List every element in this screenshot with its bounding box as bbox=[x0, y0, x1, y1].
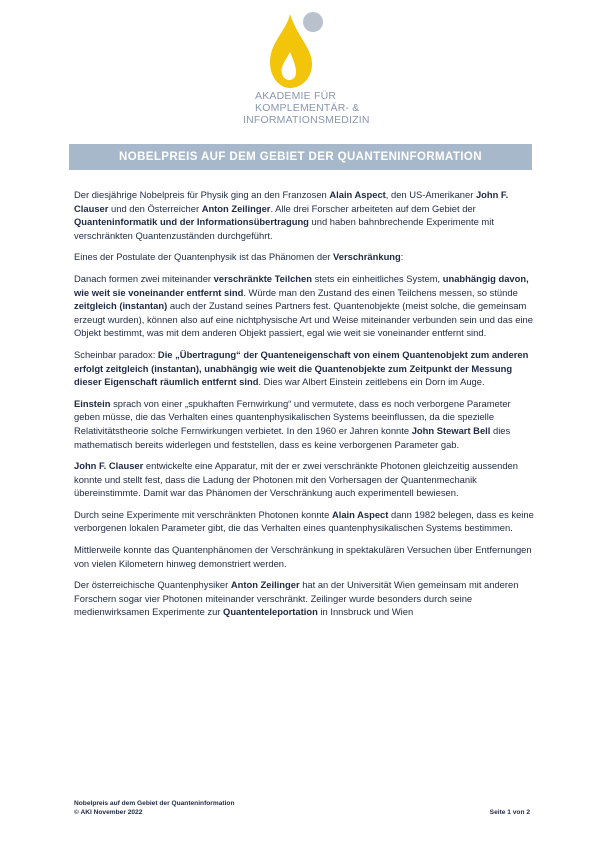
text-run: hat an der Universität Wien gemeinsam mit anderen Forschern sogar vier Photonen miteinander verschränkt. Zeilinger wurde besonders durch seine medienwirksamen Experimente zur bbox=[74, 579, 519, 618]
document-title: NOBELPREIS AUF DEM GEBIET DER QUANTENINFORMATION bbox=[69, 144, 532, 170]
bold-run: John F. Clauser bbox=[74, 189, 509, 214]
text-run: Eines der Postulate der Quantenphysik ist das Phänomen der bbox=[74, 251, 334, 263]
bold-run: Quanteninformatik und der Informationsübertragung bbox=[74, 216, 309, 228]
logo-text-line-2: KOMPLEMENTÄR- & bbox=[255, 102, 360, 114]
text-run: entwickelte eine Apparatur, mit der er zwei verschränkte Photonen gleichzeitig aussenden konnte und stellt fest, dass die Ladung der Photonen mit den Vorhersagen der Quantenmechanik übereinstimmte. Damit war das Phänomen der Verschränkung auch experimentell bewiesen. bbox=[74, 460, 518, 499]
bold-run: Anton Zeilinger bbox=[201, 202, 271, 214]
text-run: Der diesjährige Nobelpreis für Physik ging an den Franzosen bbox=[74, 189, 330, 200]
academy-logo bbox=[0, 8, 600, 128]
bold-run: verschränkte Teilchen bbox=[213, 272, 312, 284]
text-run: und haben bahnbrechende Experimente mit verschränkten Quantenzuständen durchgeführt. bbox=[74, 216, 494, 241]
text-run: dies mathematisch bereits widerlegen und feststellen, dass es keine verborgenen Parameter gab. bbox=[74, 424, 511, 450]
text-run: . Alle drei Forscher arbeiteten auf dem Gebiet der bbox=[270, 202, 476, 214]
paragraph-1 bbox=[74, 188, 534, 242]
text-run: Danach formen zwei miteinander bbox=[74, 272, 214, 284]
footer-document-title: Nobelpreis auf dem Gebiet der Quanteninformation bbox=[74, 800, 235, 807]
text-run: Mittlerweile konnte das Quantenphänomen der Verschränkung in spektakulären Versuchen über Entfernungen von vielen Kilometern hinweg demonstriert werden. bbox=[74, 544, 532, 569]
bold-run: Anton Zeilinger bbox=[230, 579, 300, 591]
text-run: stets ein einheitliches System, bbox=[311, 272, 443, 284]
text-run: Der österreichische Quantenphysiker bbox=[74, 579, 231, 591]
bold-run: Quantenteleportation bbox=[223, 606, 318, 618]
bold-run: Einstein bbox=[74, 397, 111, 409]
bold-run: unabhängig davon, wie weit sie voneinander entfernt sind bbox=[74, 272, 529, 298]
paragraph-9 bbox=[74, 578, 534, 619]
text-run: Scheinbar paradox: bbox=[74, 348, 158, 360]
bold-run: John Stewart Bell bbox=[411, 424, 491, 436]
text-run: . Würde man den Zustand des einen Teilchens messen, so stünde bbox=[243, 286, 518, 298]
text-run: , den US-Amerikaner bbox=[385, 189, 476, 200]
bold-run: Alain Aspect bbox=[329, 189, 386, 200]
text-run: : bbox=[400, 251, 404, 263]
logo-text-line-3: INFORMATIONSMEDIZIN bbox=[243, 114, 370, 126]
paragraph-2 bbox=[74, 250, 534, 264]
drop-flame-logo-icon bbox=[262, 8, 342, 90]
bold-run: John F. Clauser bbox=[74, 460, 144, 472]
text-run: Durch seine Experimente mit verschränkten Photonen konnte bbox=[74, 508, 332, 520]
footer-copyright: © AKI November 2022 bbox=[74, 808, 143, 816]
logo-text-line-1: AKADEMIE FÜR bbox=[255, 90, 337, 102]
bold-run: Verschränkung bbox=[333, 251, 401, 263]
text-run: dann 1982 belegen, dass es keine verborgenen lokalen Parameter gibt, die das Verhalten eines quantenphysikalischen Systems bestimmen. bbox=[74, 508, 534, 534]
text-run: . Dies war Albert Einstein zeitlebens ein Dorn im Auge. bbox=[258, 376, 485, 388]
paragraph-3 bbox=[74, 272, 534, 340]
paragraph-7 bbox=[74, 508, 534, 535]
bold-run: Die „Übertragung“ der Quanteneigenschaft von einem Quantenobjekt zum anderen erfolgt zeitgleich (instantan), unabhängig wie weit die Quantenobjekte zum Zeitpunkt der Messung dieser Eigenschaft räumlich entfernt sind bbox=[74, 348, 529, 388]
text-run: und den Österreicher bbox=[108, 202, 202, 214]
text-run: in Innsbruck und Wien bbox=[317, 606, 414, 618]
paragraph-4 bbox=[74, 348, 534, 389]
paragraph-6 bbox=[74, 459, 534, 500]
text-run: auch der Zustand seines Partners fest. Quantenobjekte (meist solche, die gemeinsam erzeugt wurden), können also auf eine nichtphysische Art und Weise miteinander verbunden sein und das eine Objekt bestimmt, was mit dem anderen Objekt passiert, egal wie weit sie voneinander entfernt sind. bbox=[74, 300, 533, 339]
bold-run: Alain Aspect bbox=[331, 508, 389, 520]
article-body bbox=[74, 188, 534, 627]
paragraph-8 bbox=[74, 543, 534, 570]
page-footer bbox=[74, 800, 530, 817]
bold-run: zeitgleich (instantan) bbox=[74, 300, 168, 312]
page-number: Seite 1 von 2 bbox=[489, 808, 530, 816]
paragraph-5 bbox=[74, 397, 534, 451]
text-run: sprach von einer „spukhaften Fernwirkung“ und vermutete, dass es noch verborgene Parameter geben müsse, die das Verhalten eines quantenphysikalischen Systems beeinflussen, da die spezielle Relativitätstheorie solche Fernwirkungen verbietet. In den 1960 er Jahren konnte bbox=[74, 397, 511, 436]
